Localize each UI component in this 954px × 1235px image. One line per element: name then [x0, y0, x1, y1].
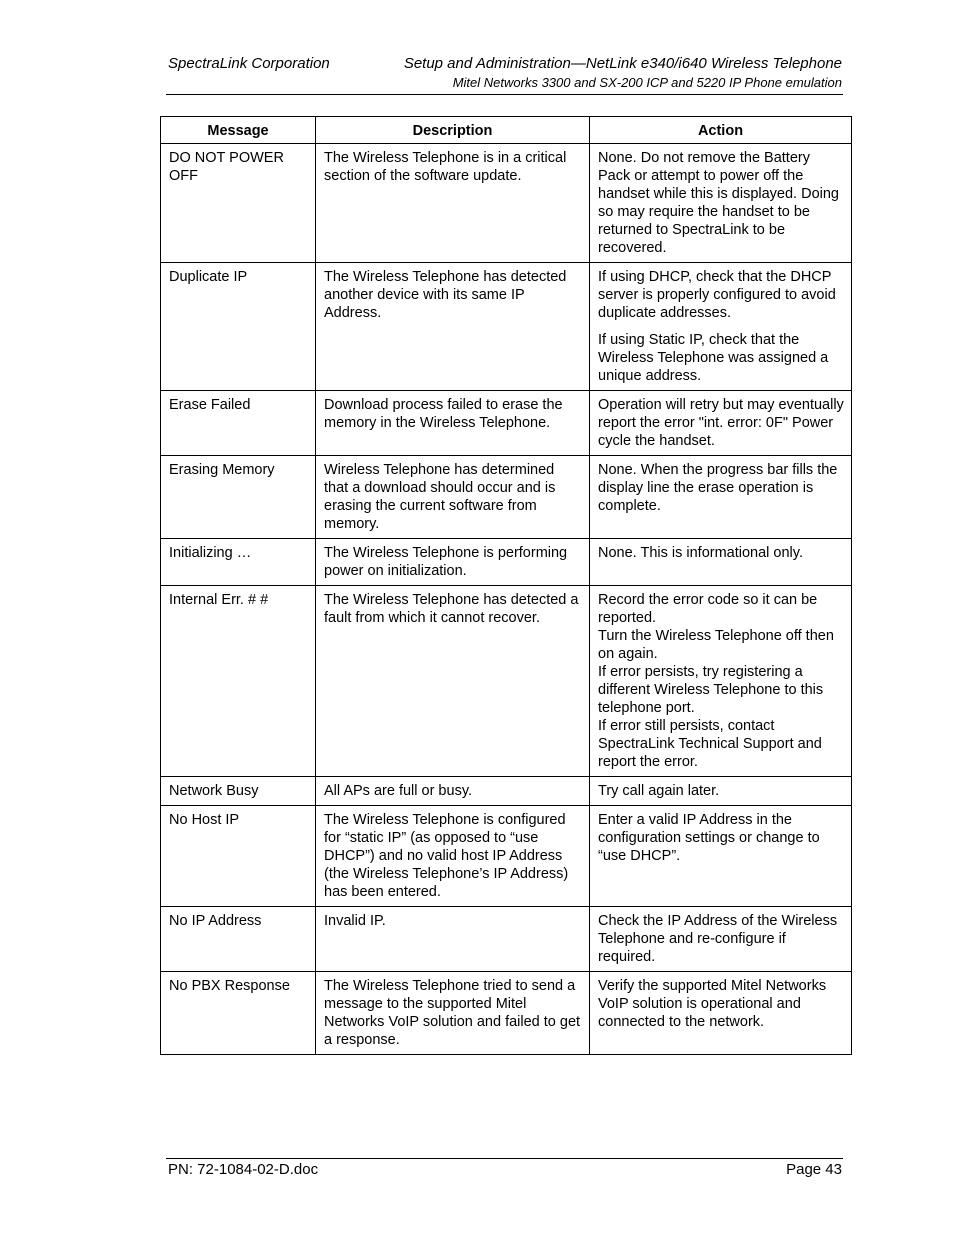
table-row: [161, 907, 852, 972]
action-cell: [590, 144, 852, 263]
action-text: If error persists, try registering a different Wireless Telephone to this telephone port.: [598, 664, 824, 716]
description-text: The Wireless Telephone is in a critical section of the software update.: [324, 150, 567, 184]
description-text: Wireless Telephone has determined that a download should occur and is erasing the current software from memory.: [324, 462, 556, 532]
table-row: [161, 777, 852, 806]
header-company: SpectraLink Corporation: [168, 55, 330, 72]
action-cell: [590, 391, 852, 456]
table-row: [161, 391, 852, 456]
table-row: [161, 586, 852, 777]
description-text: The Wireless Telephone is configured for “static IP” (as opposed to “use DHCP”) and no valid host IP Address (the Wireless Telephone’s IP Address) has been entered.: [324, 812, 569, 900]
action-text: Check the IP Address of the Wireless Telephone and re-configure if required.: [598, 913, 838, 965]
description-text: Invalid IP.: [324, 913, 386, 929]
table-row: [161, 539, 852, 586]
description-cell: [316, 777, 590, 806]
action-text: Turn the Wireless Telephone off then on again.: [598, 628, 834, 662]
message-cell: Erase Failed: [161, 391, 316, 456]
table-row: [161, 972, 852, 1055]
description-cell: [316, 456, 590, 539]
description-cell: [316, 907, 590, 972]
message-cell: No Host IP: [161, 806, 316, 907]
message-cell: Network Busy: [161, 777, 316, 806]
message-cell: No IP Address: [161, 907, 316, 972]
message-table: [160, 116, 852, 1055]
action-text: Try call again later.: [598, 783, 720, 799]
header-subtitle: Mitel Networks 3300 and SX-200 ICP and 5220 IP Phone emulation: [452, 75, 842, 90]
page-header: [166, 54, 843, 95]
header-title: Setup and Administration—NetLink e340/i640 Wireless Telephone: [403, 55, 842, 72]
table-body: [161, 144, 852, 1055]
description-cell: [316, 586, 590, 777]
message-cell: No PBX Response: [161, 972, 316, 1055]
message-cell: Initializing …: [161, 539, 316, 586]
description-text: The Wireless Telephone tried to send a message to the supported Mitel Networks VoIP solution and failed to get a response.: [324, 978, 581, 1048]
footer-page-number: Page 43: [786, 1161, 842, 1178]
message-cell: Duplicate IP: [161, 263, 316, 391]
description-text: The Wireless Telephone is performing power on initialization.: [324, 545, 568, 579]
description-cell: [316, 806, 590, 907]
action-text: If error still persists, contact SpectraLink Technical Support and report the error.: [598, 718, 822, 770]
column-header-action: Action: [590, 117, 852, 144]
description-cell: [316, 539, 590, 586]
action-text: Record the error code so it can be reported.: [598, 592, 818, 626]
message-cell: Internal Err. # #: [161, 586, 316, 777]
action-cell: [590, 586, 852, 777]
action-text: None. Do not remove the Battery Pack or attempt to power off the handset while this is displayed. Doing so may require the handset to be returned to SpectraLink to be recovered.: [598, 150, 839, 256]
description-text: The Wireless Telephone has detected a fault from which it cannot recover.: [324, 592, 579, 626]
action-cell: [590, 972, 852, 1055]
action-cell: [590, 539, 852, 586]
description-cell: [316, 972, 590, 1055]
description-cell: [316, 391, 590, 456]
column-header-message: Message: [161, 117, 316, 144]
column-header-description: Description: [316, 117, 590, 144]
action-text: If using DHCP, check that the DHCP server is properly configured to avoid duplicate addresses.: [598, 269, 836, 321]
description-cell: [316, 144, 590, 263]
action-text: None. When the progress bar fills the display line the erase operation is complete.: [598, 462, 838, 514]
action-text: Operation will retry but may eventually report the error "int. error: 0F" Power cycle the handset.: [598, 397, 844, 449]
action-text: If using Static IP, check that the Wireless Telephone was assigned a unique address.: [598, 332, 829, 384]
message-cell: Erasing Memory: [161, 456, 316, 539]
action-text: None. This is informational only.: [598, 545, 803, 561]
description-text: Download process failed to erase the memory in the Wireless Telephone.: [324, 397, 563, 431]
table-row: [161, 144, 852, 263]
action-cell: [590, 263, 852, 391]
table-header-row: [161, 117, 852, 144]
page-footer: [166, 1158, 843, 1178]
action-cell: [590, 456, 852, 539]
table-row: [161, 263, 852, 391]
action-cell: [590, 907, 852, 972]
description-text: All APs are full or busy.: [324, 783, 473, 799]
table-row: [161, 456, 852, 539]
action-cell: [590, 806, 852, 907]
description-cell: [316, 263, 590, 391]
action-cell: [590, 777, 852, 806]
description-text: The Wireless Telephone has detected another device with its same IP Address.: [324, 269, 567, 321]
footer-part-number: PN: 72-1084-02-D.doc: [168, 1161, 319, 1178]
action-text: Verify the supported Mitel Networks VoIP solution is operational and connected to the network.: [598, 978, 827, 1030]
table-row: [161, 806, 852, 907]
message-cell: DO NOT POWER OFF: [161, 144, 316, 263]
action-text: Enter a valid IP Address in the configuration settings or change to “use DHCP”.: [598, 812, 820, 864]
